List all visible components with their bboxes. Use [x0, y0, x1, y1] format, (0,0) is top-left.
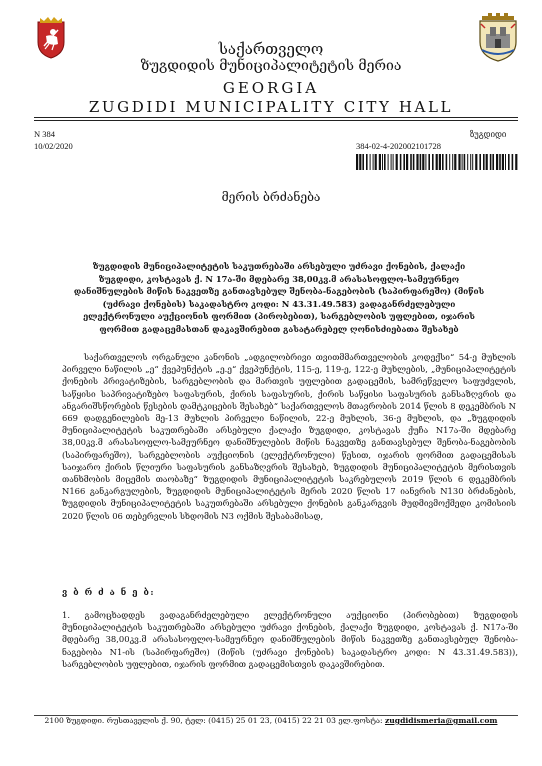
footer-email-link[interactable]: zugdidismeria@gmail.com: [384, 716, 498, 725]
barcode-icon: [356, 154, 518, 170]
footer-contacts: [0, 716, 542, 725]
document-city: ზუგდიდი: [470, 129, 507, 139]
header-rule-bottom: [34, 120, 518, 121]
registration-code: 384-02-4-202002101728: [356, 141, 441, 151]
header-rule-top: [34, 117, 518, 118]
footer-address-phone: 2100 ზუგდიდი. რუსთაველის ქ. 90, ტელ: (0415) 25 01 23, (0415) 22 21 03 ელ.ფოსტა:: [44, 716, 385, 725]
order-label: ვ ბ რ ძ ა ნ ე ბ:: [62, 588, 156, 598]
order-preamble: საქართველოს ორგანული კანონის „ადგილობრივი თვითმმართველობის კოდექსი“ 54-ე მუხლის პირველი ნაწილის „ე“ ქვეპუნქტის „ე.ე“ ქვეპუნქტის, 115-ე, 119-ე, 122-ე მუხლების, „მუნიციპალიტეტის ქონების პრივატიზების, სარგებლობის და მართვის უფლებით გადაცემის, სამრეწველო საფუძვლის, საწყისი საპრივატიზებო საფასურის, ქირის საფასურის, ქირის საწყისი საფასურის განსაზღვრის და ანგარიშსწორების წესების დამტკიცების შესახებ“ საქართველოს მთავრობის 2014 წლის 8 დეკემბრის N 669 დადგენილების მე-13 მუხლის პირველი ნაწილის, 22-ე მუხლის, 36-ე მუხლის, და „ზუგდიდის მუნიციპალიტეტის საკუთრებაში არსებული ქალაქი ზუგდიდი, კოსტავას ქუჩა N17ა-ში მდებარე 38,00კვ.მ არასასოფლო-სამეურნეო დანიშნულების მიწის ნაკვეთზე განთავსებულ შენობა-ნაგებობის (საპირფარეშო), სარგებლობის აუქციონის (ელექტრონული) წესით, იჯარის ფორმით გადაცემისას საიჯარო ქირის წლიური საფასურის განსაზღვრის შესახებ, ზუგდიდის მუნიციპალიტეტის მერისთვის თანხმობის მიცემის თაობაზე“ ზუგდიდის მუნიციპალიტეტის საკრებულოს 2019 წლის 6 დეკემბრის N166 განკარგულების, ზუგდიდის მუნიციპალიტეტის მერის 2020 წლის 17 იანვრის N130 ბრძანების, ზუგდიდის მუნიციპალიტეტის საკუთრებაში არსებული ქონების განკარგვის მუდმივმოქმედი კომისიის 2020 წლის 06 თებერვლის სხდომის N3 ოქმის შესაბამისად,: [62, 352, 516, 521]
title-country-georgian: საქართველო: [218, 40, 324, 58]
title-institution-english: ZUGDIDI MUNICIPALITY CITY HALL: [88, 98, 454, 116]
title-institution-georgian: ზუგდიდის მუნიციპალიტეტის მერია: [140, 58, 402, 74]
order-item-1: 1. გამოცხადდეს ვადაგანრძელებული ელექტრონული აუქციონი (პირობებით) ზუგდიდის მუნიციპალიტეტის საკუთრებაში არსებული უძრავი ქონების, ქალაქი ზუგდიდი, კოსტავას ქ. N17ა-ში მდებარე 38,00კვ.მ არასასოფლო-სამეურნეო დანიშნულების მიწის ნაკვეთზე განთავსებულ შენობა- ნაგებობა N1-ის (საპირფარეშო) (მიწის (უძრავი ქონების) საკადასტრო კოდი: N 43.31.49.583)), სარგებლობის უფლებით, იჯარის ფორმით გადაცემისთვის დაკავშირებით.: [62, 610, 518, 669]
document-date: 10/02/2020: [34, 141, 73, 151]
document-number: N 384: [34, 129, 56, 139]
title-country-english: GEORGIA: [222, 79, 320, 97]
order-subject: ზუგდიდის მუნიციპალიტეტის საკუთრებაში არსებული უძრავი ქონების, ქალაქი ზუგდიდი, კოსტავას ქ. N 17ა-ში მდებარე 38,00კვ.მ არასასოფლო-სამეურნეო დანიშნულების მიწის ნაკვეთზე განთავსებულ შენობა-ნაგებობის (საპირფარეშო) (მიწის (უძრავი ქონების) საკადასტრო კოდი: N 43.31.49.583) ვადაგანრძელებული ელექტრონული აუქციონის ფორმით (პირობებით), სარგებლობის უფლებით, იჯარის ფორმით გადაცემასთან დაკავშირებით გასატარებელ ღონისძიებათა შესახებ: [73, 261, 485, 334]
document-type-heading: მერის ბრძანება: [221, 190, 321, 204]
